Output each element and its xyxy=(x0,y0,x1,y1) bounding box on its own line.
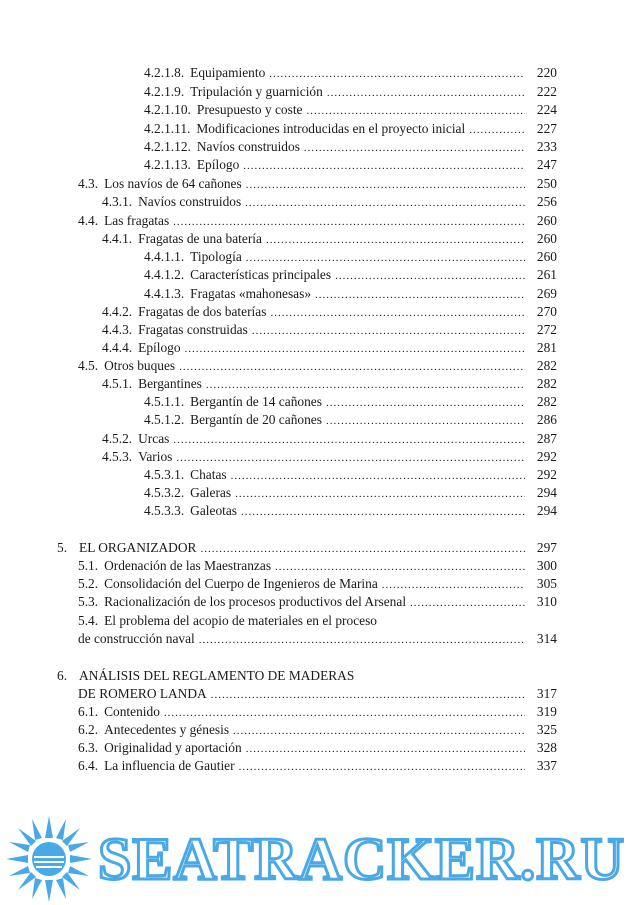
toc-number: 4.3.1. xyxy=(102,194,133,209)
toc-number: 6.3. xyxy=(78,740,99,755)
dot-leader xyxy=(382,577,525,594)
dot-leader xyxy=(270,305,525,322)
toc-entry-6-3 xyxy=(78,739,557,758)
dot-leader xyxy=(252,323,525,340)
dot-leader xyxy=(410,595,525,612)
toc-number: 6.4. xyxy=(78,758,99,773)
toc-title: Tripulación y guarnición xyxy=(190,84,323,99)
toc-page: 319 xyxy=(536,704,557,719)
toc-entry-4-3-1 xyxy=(102,193,557,212)
toc-title: Los navíos de 64 cañones xyxy=(104,176,242,191)
toc-number: 4.4.4. xyxy=(102,340,133,355)
toc-page: 227 xyxy=(536,121,557,136)
toc-title: Chatas xyxy=(190,467,227,482)
toc-entry-4-4-1-3 xyxy=(144,285,557,304)
toc-entry-4-5-1-1 xyxy=(144,393,557,412)
dot-leader xyxy=(246,741,525,758)
toc-number: 6. xyxy=(57,668,68,683)
toc-title: Navíos construidos xyxy=(138,194,242,209)
toc-page: 269 xyxy=(536,286,557,301)
toc-page: 294 xyxy=(536,503,557,518)
toc-title: La influencia de Gautier xyxy=(104,758,235,773)
toc-title: Galeotas xyxy=(190,503,238,518)
toc-entry-4-5-3-1 xyxy=(144,466,557,485)
dot-leader xyxy=(179,359,525,376)
toc-entry-6-2 xyxy=(78,721,557,740)
toc-title: Epílogo xyxy=(196,157,240,172)
toc-page: 250 xyxy=(536,176,557,191)
toc-entry-4-4 xyxy=(78,212,557,231)
dot-leader xyxy=(241,504,525,521)
dot-leader xyxy=(185,341,525,358)
toc-entry-6-cont xyxy=(78,685,557,704)
dot-leader xyxy=(304,140,525,157)
toc-entry-5-3 xyxy=(78,593,557,612)
toc-title: Fragatas de dos baterías xyxy=(138,304,267,319)
toc-entry-5-1 xyxy=(78,557,557,576)
toc-entry-6-1 xyxy=(78,703,557,722)
toc-entry-4-4-4 xyxy=(102,339,557,358)
toc-number: 4.5.1. xyxy=(102,376,133,391)
toc-number: 4.5.3. xyxy=(102,449,133,464)
toc-title: Originalidad y aportación xyxy=(104,740,242,755)
dot-leader xyxy=(239,759,525,776)
dot-leader xyxy=(266,232,525,249)
toc-entry-4-5-3-3 xyxy=(144,502,557,521)
dot-leader xyxy=(326,395,525,412)
toc-entry-5-2 xyxy=(78,575,557,594)
toc-page: 270 xyxy=(536,304,557,319)
dot-leader xyxy=(275,559,525,576)
toc-number: 4.4.1.2. xyxy=(144,267,185,282)
toc-entry-4-4-1-1 xyxy=(144,248,557,267)
toc-number: 4.2.1.9. xyxy=(144,84,185,99)
toc-title: Fragatas construidas xyxy=(138,322,248,337)
toc-number: 4.2.1.13. xyxy=(144,157,191,172)
dot-leader xyxy=(326,413,525,430)
toc-title: Galeras xyxy=(190,485,232,500)
toc-page: 317 xyxy=(536,686,557,701)
dot-leader xyxy=(246,177,525,194)
toc-page: 282 xyxy=(536,394,557,409)
dot-leader xyxy=(233,723,525,740)
toc-entry-6-4 xyxy=(78,757,557,776)
dot-leader xyxy=(176,450,525,467)
toc-page: 337 xyxy=(536,758,557,773)
dot-leader xyxy=(211,687,525,704)
dot-leader xyxy=(243,158,525,175)
dot-leader xyxy=(315,287,525,304)
toc-number: 4.3. xyxy=(78,176,99,191)
toc-entry-5-4 xyxy=(78,612,557,629)
toc-title: Equipamiento xyxy=(190,65,266,80)
toc-entry-4-4-2 xyxy=(102,303,557,322)
watermark xyxy=(0,810,631,905)
toc-page: 281 xyxy=(536,340,557,355)
watermark-text: SEATRACKER.RU xyxy=(98,826,625,892)
toc-number: 4.2.1.8. xyxy=(144,65,185,80)
toc-entry-4-4-1 xyxy=(102,230,557,249)
toc-page: 260 xyxy=(536,249,557,264)
toc-number: 4.4.3. xyxy=(102,322,133,337)
toc-title: de construcción naval xyxy=(78,631,195,646)
toc-page: 233 xyxy=(536,139,557,154)
dot-leader xyxy=(235,486,525,503)
toc-title: Presupuesto y coste xyxy=(196,102,303,117)
toc-number: 4.2.1.10. xyxy=(144,102,191,117)
toc-page: 297 xyxy=(536,540,557,555)
toc-page: 256 xyxy=(536,194,557,209)
dot-leader xyxy=(335,268,525,285)
toc-title: Bergantín de 14 cañones xyxy=(190,394,322,409)
toc-page: 247 xyxy=(536,157,557,172)
toc-number: 6.1. xyxy=(78,704,99,719)
toc-page: 282 xyxy=(536,376,557,391)
dot-leader xyxy=(469,122,525,139)
toc-entry-4-4-1-2 xyxy=(144,266,557,285)
toc-title: Fragatas «mahonesas» xyxy=(190,286,312,301)
toc-page: 292 xyxy=(536,467,557,482)
toc-number: 4.5.2. xyxy=(102,431,133,446)
dot-leader xyxy=(199,632,525,649)
toc-page: 272 xyxy=(536,322,557,337)
toc-number: 4.4.2. xyxy=(102,304,133,319)
dot-leader xyxy=(206,377,525,394)
toc-title: Bergantín de 20 cañones xyxy=(190,412,322,427)
toc-entry-4-2-1-10 xyxy=(144,101,557,120)
toc-title: EL ORGANIZADOR xyxy=(79,540,197,555)
toc-title: ANÁLISIS DEL REGLAMENTO DE MADERAS xyxy=(79,668,355,683)
toc-number: 5.1. xyxy=(78,558,99,573)
toc-entry-4-2-1-8 xyxy=(144,64,557,83)
toc-page: 325 xyxy=(536,722,557,737)
toc-title: Navíos construidos xyxy=(196,139,300,154)
toc-number: 4.2.1.11. xyxy=(144,121,191,136)
toc-number: 5. xyxy=(57,540,68,555)
toc-title: Fragatas de una batería xyxy=(138,231,262,246)
dot-leader xyxy=(246,250,525,267)
toc-number: 6.2. xyxy=(78,722,99,737)
toc-page: 287 xyxy=(536,431,557,446)
toc-number: 4.5.3.2. xyxy=(144,485,185,500)
toc-entry-4-5 xyxy=(78,357,557,376)
toc-title: Tipología xyxy=(190,249,242,264)
dot-leader xyxy=(327,85,525,102)
toc-page: 294 xyxy=(536,485,557,500)
toc-number: 4.5.3.3. xyxy=(144,503,185,518)
toc-title: Consolidación del Cuerpo de Ingenieros de Marina xyxy=(104,576,378,591)
toc-title: Urcas xyxy=(138,431,170,446)
toc-title: Antecedentes y génesis xyxy=(104,722,230,737)
toc-number: 4.4.1.1. xyxy=(144,249,185,264)
toc-title: Ordenación de las Maestranzas xyxy=(104,558,272,573)
toc-title: Contenido xyxy=(104,704,160,719)
toc-entry-4-5-1 xyxy=(102,375,557,394)
toc-number: 5.4. xyxy=(78,613,99,628)
toc-entry-4-5-3 xyxy=(102,448,557,467)
toc-page: 224 xyxy=(536,102,557,117)
toc-number: 4.4. xyxy=(78,213,99,228)
toc-page: 300 xyxy=(536,558,557,573)
toc-number: 4.5.3.1. xyxy=(144,467,185,482)
dot-leader xyxy=(200,541,525,558)
toc-number: 4.4.1.3. xyxy=(144,286,185,301)
sun-icon xyxy=(6,816,92,902)
toc-number: 4.4.1. xyxy=(102,231,133,246)
toc-number: 4.5.1.1. xyxy=(144,394,185,409)
toc-number: 4.2.1.12. xyxy=(144,139,191,154)
toc-page: 314 xyxy=(536,631,557,646)
toc-entry-4-5-3-2 xyxy=(144,484,557,503)
toc-page: 305 xyxy=(536,576,557,591)
toc-page: 328 xyxy=(536,740,557,755)
dot-leader xyxy=(231,468,525,485)
toc-page: 220 xyxy=(536,65,557,80)
toc-page: 310 xyxy=(536,594,557,609)
toc-title: Racionalización de los procesos productivos del Arsenal xyxy=(104,594,407,609)
toc-entry-4-5-1-2 xyxy=(144,411,557,430)
toc-title: Las fragatas xyxy=(104,213,170,228)
toc-entry-6 xyxy=(57,667,557,684)
toc-entry-4-2-1-9 xyxy=(144,83,557,102)
toc-entry-4-3 xyxy=(78,175,557,194)
toc-title: Varios xyxy=(138,449,173,464)
toc-page: 260 xyxy=(536,213,557,228)
dot-leader xyxy=(307,103,526,120)
toc-entry-4-2-1-13 xyxy=(144,156,557,175)
toc-title: Epílogo xyxy=(138,340,181,355)
toc-page: 222 xyxy=(536,84,557,99)
toc-title: DE ROMERO LANDA xyxy=(78,686,207,701)
dot-leader xyxy=(173,214,525,231)
toc-page: 260 xyxy=(536,231,557,246)
toc-entry-4-5-2 xyxy=(102,430,557,449)
dot-leader xyxy=(164,705,525,722)
toc-entry-4-2-1-12 xyxy=(144,138,557,157)
toc-title: Otros buques xyxy=(104,358,176,373)
toc-number: 5.3. xyxy=(78,594,99,609)
dot-leader xyxy=(173,432,525,449)
toc-page: 261 xyxy=(536,267,557,282)
toc-title: Modificaciones introducidas en el proyecto inicial xyxy=(196,121,466,136)
toc-entry-4-4-3 xyxy=(102,321,557,340)
toc-number: 4.5. xyxy=(78,358,99,373)
toc-number: 5.2. xyxy=(78,576,99,591)
toc-page: 282 xyxy=(536,358,557,373)
toc-page: 292 xyxy=(536,449,557,464)
toc-title: Características principales xyxy=(190,267,332,282)
toc-page: 286 xyxy=(536,412,557,427)
toc-entry-5 xyxy=(57,539,557,558)
dot-leader xyxy=(269,66,525,83)
toc-title: Bergantines xyxy=(138,376,202,391)
toc-title: El problema del acopio de materiales en el proceso xyxy=(104,613,377,628)
dot-leader xyxy=(245,195,525,212)
toc-entry-5-4-cont xyxy=(78,630,557,649)
toc-entry-4-2-1-11 xyxy=(144,120,557,139)
toc-number: 4.5.1.2. xyxy=(144,412,185,427)
